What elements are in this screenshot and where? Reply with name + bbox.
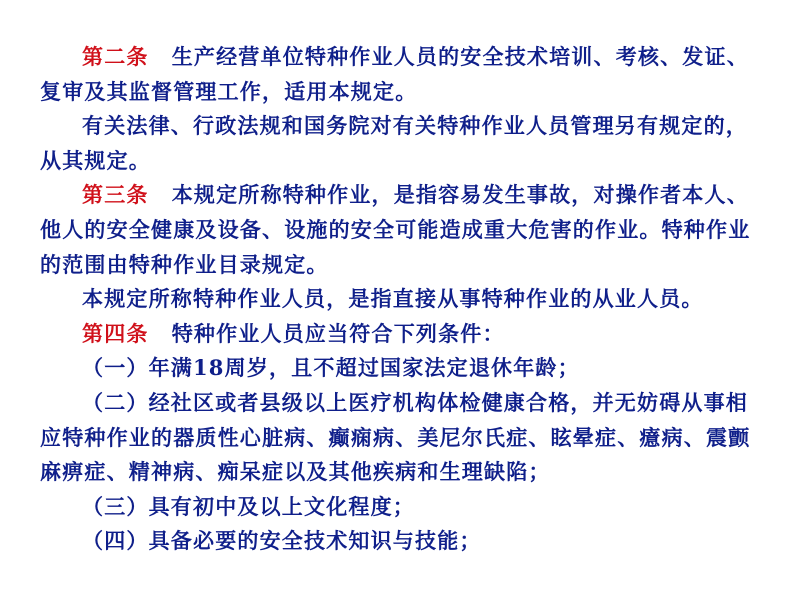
article-4-paragraph-1 — [40, 317, 760, 352]
article-text: 本规定所称特种作业，是指容易发生事故，对操作者本人、他人的安全健康及设备、设施的安全可能造成重大危害的作业。特种作业的范围由特种作业目录规定。 — [40, 182, 751, 277]
article-text: 特种作业人员应当符合下列条件： — [171, 320, 505, 346]
article-label: 第三条 — [82, 182, 149, 208]
article-3-paragraph-2: 本规定所称特种作业人员，是指直接从事特种作业的从业人员。 — [82, 286, 704, 312]
condition-item-2: （二）经社区或者县级以上医疗机构体检健康合格，并无妨碍从事相应特种作业的器质性心脏病、癫痫病、美尼尔氏症、眩晕症、癔病、震颤麻痹症、精神病、痴呆症以及其他疾病和生理缺陷； — [40, 389, 751, 485]
article-label: 第二条 — [82, 44, 149, 69]
article-2-paragraph-2: 有关法律、行政法规和国务院对有关特种作业人员管理另有规定的，从其规定。 — [40, 113, 748, 173]
article-2-paragraph-1 — [40, 40, 760, 109]
article-text: 生产经营单位特种作业人员的安全技术培训、考核、发证、复审及其监督管理工作，适用本规定。 — [40, 44, 749, 104]
condition-item-3: （三）具有初中及以上文化程度； — [82, 493, 415, 519]
condition-item-4: （四）具备必要的安全技术知识与技能； — [82, 528, 482, 554]
condition-item-1: （一）年满18周岁，且不超过国家法定退休年龄； — [82, 355, 580, 381]
article-label: 第四条 — [82, 320, 149, 346]
article-3-paragraph-1 — [40, 178, 760, 282]
